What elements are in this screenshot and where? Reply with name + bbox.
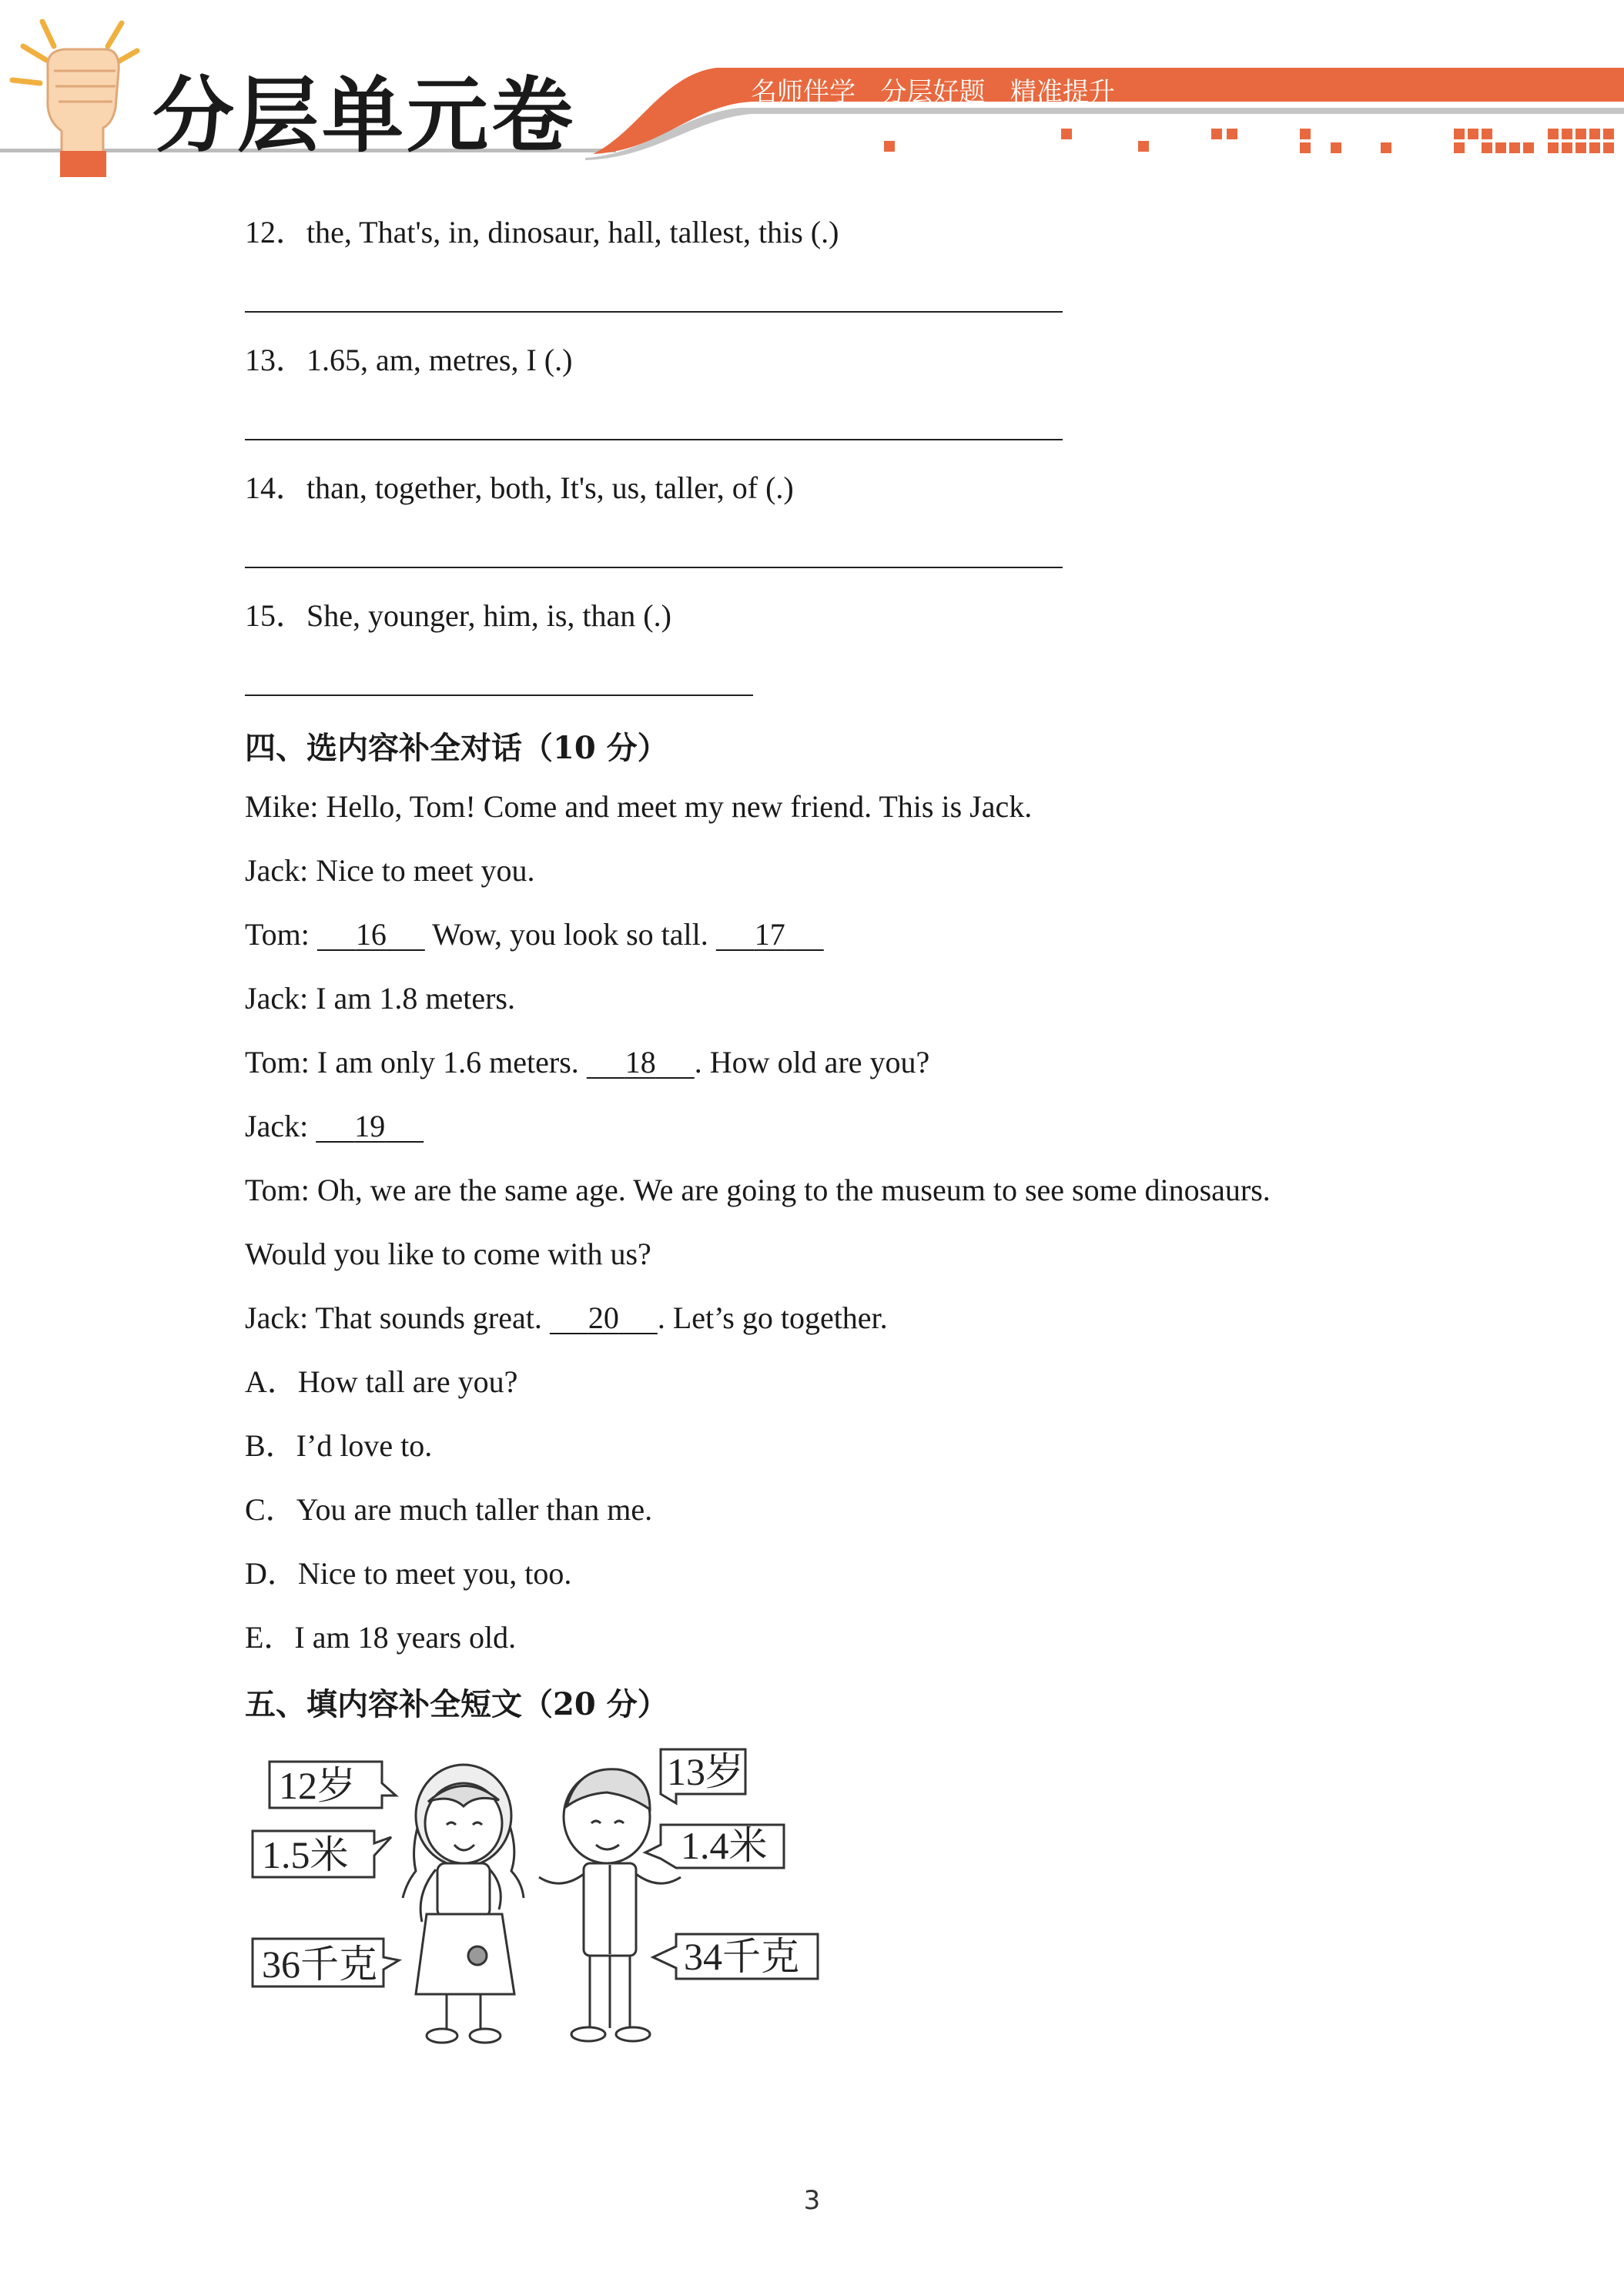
speaker-text: Tom: (245, 917, 317, 952)
speaker-text: Jack: That sounds great. (245, 1300, 550, 1335)
dialogue-line (245, 916, 824, 953)
girl-weight-label: 36千克 (262, 1943, 377, 1986)
question-prompt: She, younger, him, is, than (.) (306, 598, 671, 633)
boy-height-label: 1.4米 (681, 1824, 768, 1867)
question-number: 13． (245, 343, 306, 377)
dialogue-line (245, 1044, 929, 1081)
question-14 (245, 470, 794, 507)
dialogue-text: Wow, you look so tall. (424, 917, 716, 952)
question-13 (245, 342, 572, 379)
section-5-heading: 五、填内容补全短文（20 分） (245, 1686, 668, 1722)
brand-slogan: 名师伴学 分层好题 精准提升 (751, 77, 1115, 108)
kids-illustration (245, 1732, 830, 2063)
option-d: D．Nice to meet you, too. (245, 1556, 572, 1591)
speaker-text: Jack: (245, 1109, 316, 1143)
blank-19[interactable]: 19 (354, 1109, 386, 1143)
dialogue-text: . Let’s go together. (657, 1300, 888, 1335)
question-15 (245, 597, 671, 634)
question-number: 12． (245, 215, 306, 249)
blank-16[interactable]: 16 (355, 917, 387, 952)
question-prompt: than, together, both, It's, us, taller, of (.) (306, 470, 794, 505)
question-prompt: 1.65, am, metres, I (.) (306, 343, 573, 377)
decorative-squares (884, 129, 1614, 153)
question-prompt: the, That's, in, dinosaur, hall, tallest, this (.) (306, 215, 839, 249)
blank-20[interactable]: 20 (588, 1300, 619, 1335)
question-number: 15． (245, 598, 306, 633)
girl-age-label: 12岁 (279, 1764, 356, 1807)
blank-17[interactable]: 17 (754, 917, 785, 952)
speaker-text: Tom: I am only 1.6 meters. (245, 1045, 587, 1079)
page-header (0, 0, 1624, 185)
question-number: 14． (245, 470, 306, 505)
brand-title: 分层单元卷 (152, 69, 576, 163)
kids-illustration-svg (245, 1732, 830, 2063)
answer-line-14[interactable] (245, 567, 1063, 568)
girl-figure (403, 1765, 524, 2043)
dialogue-line: Tom: Oh, we are the same age. We are going to the museum to see some dinosaurs. (245, 1173, 1271, 1207)
dialogue-line (245, 1300, 888, 1337)
section-4-heading: 四、选内容补全对话（10 分） (245, 730, 668, 766)
option-c: C．You are much taller than me. (245, 1492, 653, 1527)
dialogue-line: Jack: Nice to meet you. (245, 853, 535, 888)
girl-height-label: 1.5米 (262, 1833, 349, 1876)
option-a: A．How tall are you? (245, 1364, 518, 1399)
boy-figure (539, 1769, 681, 2041)
answer-line-12[interactable] (245, 311, 1063, 313)
fist-logo-icon (12, 22, 137, 177)
boy-weight-label: 34千克 (684, 1935, 799, 1978)
dialogue-line: Jack: I am 1.8 meters. (245, 981, 515, 1016)
question-12 (245, 214, 839, 251)
dialogue-line: Mike: Hello, Tom! Come and meet my new friend. This is Jack. (245, 789, 1033, 824)
option-b: B．I’d love to. (245, 1428, 433, 1463)
blank-18[interactable]: 18 (624, 1045, 656, 1079)
option-e: E．I am 18 years old. (245, 1620, 517, 1655)
dialogue-text: . How old are you? (694, 1045, 930, 1079)
dialogue-line: Would you like to come with us? (245, 1237, 651, 1271)
answer-line-13[interactable] (245, 439, 1063, 440)
answer-line-15[interactable] (245, 694, 753, 696)
page-number: 3 (803, 2185, 821, 2216)
dialogue-line (245, 1108, 424, 1145)
boy-age-label: 13岁 (667, 1750, 744, 1793)
